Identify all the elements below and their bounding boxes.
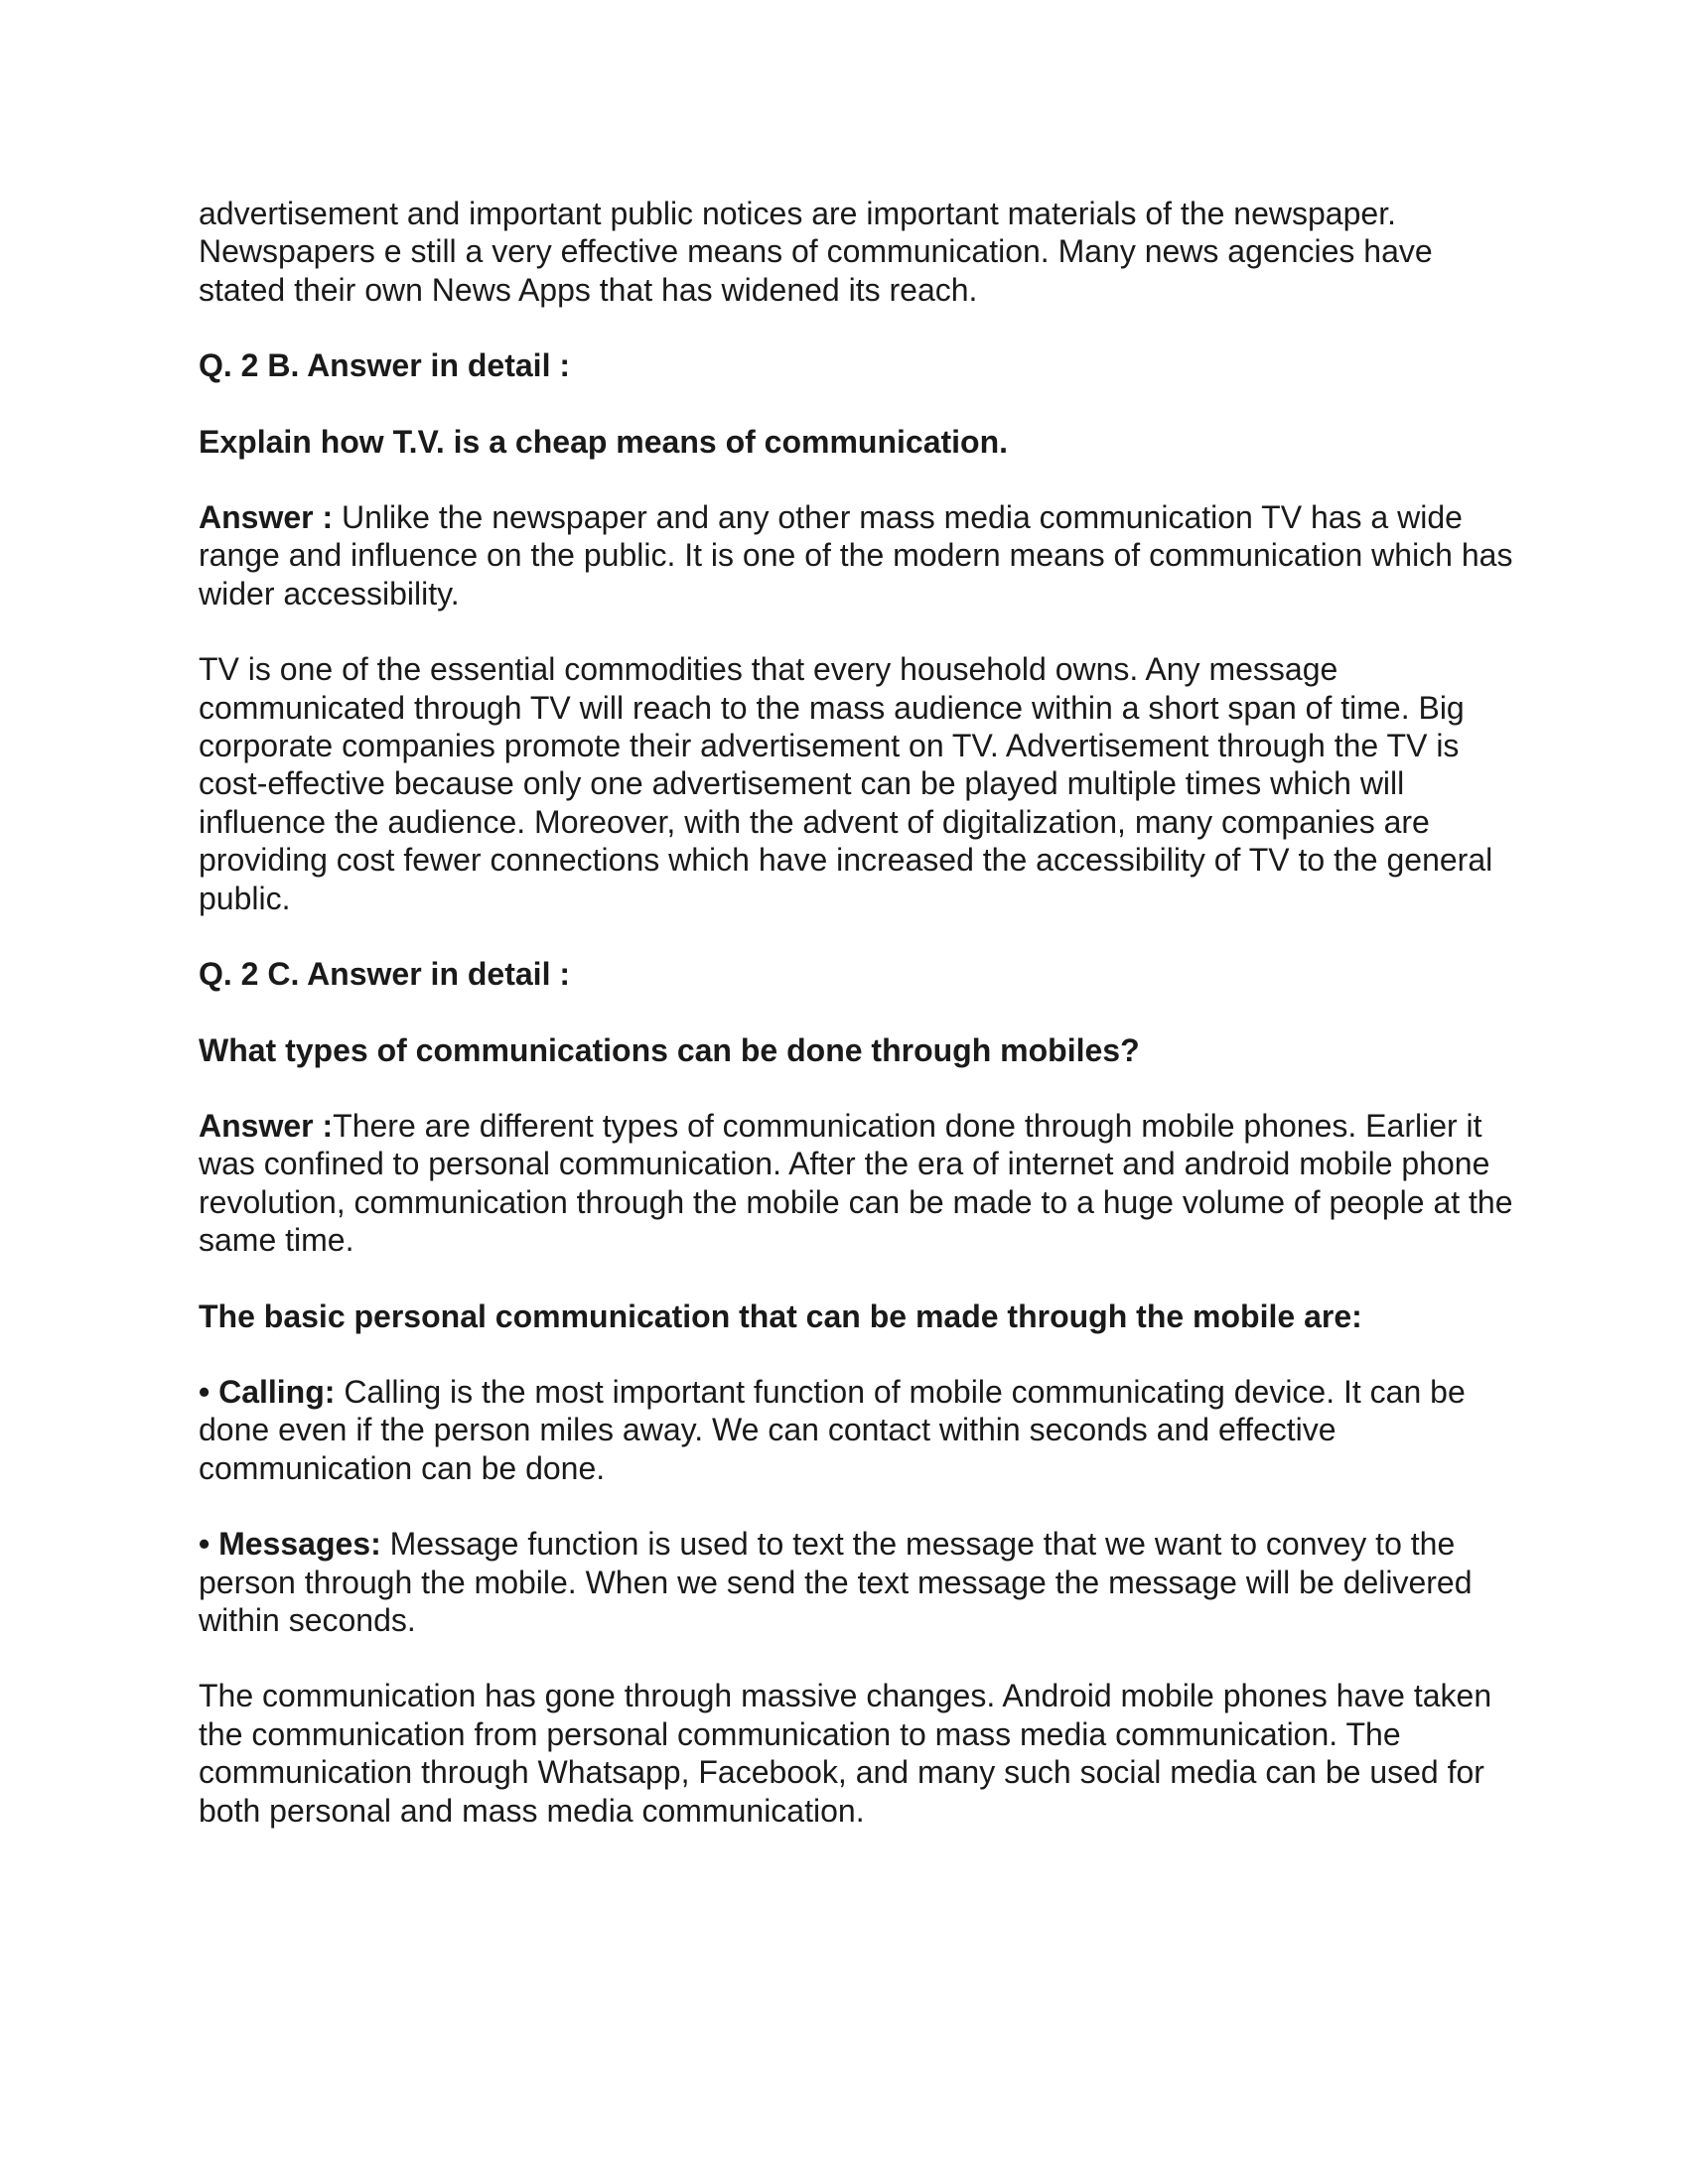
closing-paragraph: The communication has gone through massive changes. Android mobile phones have taken the communication from personal communication to mass media communication. The communication through Whatsapp, Facebook, and many such social media can be used for both personal and mass media communication. — [199, 1678, 1492, 1829]
bullet-messages-text: Message function is used to text the message that we want to convey to the person through the mobile. When we send the text message the message will be delivered within seconds. — [199, 1526, 1473, 1638]
intro-paragraph: advertisement and important public notices are important materials of the newspaper. Newspapers e still a very effective means of communication. Many news agencies have stated their own News Apps that has widened its reach. — [199, 196, 1433, 308]
q2c-heading: Q. 2 C. Answer in detail : — [199, 956, 570, 993]
q2b-answer-text: Unlike the newspaper and any other mass media communication TV has a wide range and influence on the public. It is one of the modern means of communication which has wider accessibility. — [199, 499, 1513, 612]
bullet-messages-label: • Messages: — [199, 1526, 381, 1563]
q2c-answer-label: Answer : — [199, 1107, 334, 1144]
q2b-heading: Q. 2 B. Answer in detail : — [199, 347, 570, 384]
q2b-question: Explain how T.V. is a cheap means of communication. — [199, 423, 1009, 460]
q2b-answer-label: Answer : — [199, 499, 334, 536]
q2c-subheading: The basic personal communication that can be made through the mobile are: — [199, 1297, 1362, 1334]
q2c-answer — [199, 1107, 1519, 1260]
bullet-calling — [199, 1373, 1519, 1487]
q2b-paragraph-2: TV is one of the essential commodities that every household owns. Any message communicated through TV will reach to the mass audience within a short span of time. Big corporate companies promote their advertisement on TV. Advertisement through the TV is cost-effective because only one advertisement can be played multiple times which will influence the audience. Moreover, with the advent of digitalization, many companies are providing cost fewer connections which have increased the accessibility of TV to the general public. — [199, 651, 1493, 916]
bullet-calling-text: Calling is the most important function of mobile communicating device. It can be done even if the person miles away. We can contact within seconds and effective communication can be done. — [199, 1373, 1466, 1486]
q2c-answer-text: There are different types of communication done through mobile phones. Earlier it was confined to personal communication. After the era of internet and android mobile phone revolution, communication through the mobile can be made to a huge volume of people at the same time. — [199, 1107, 1513, 1259]
q2c-question: What types of communications can be done through mobiles? — [199, 1031, 1140, 1068]
document-body — [199, 195, 1519, 1867]
bullet-calling-label: • Calling: — [199, 1373, 336, 1410]
q2b-answer — [199, 498, 1519, 613]
bullet-messages — [199, 1525, 1519, 1639]
